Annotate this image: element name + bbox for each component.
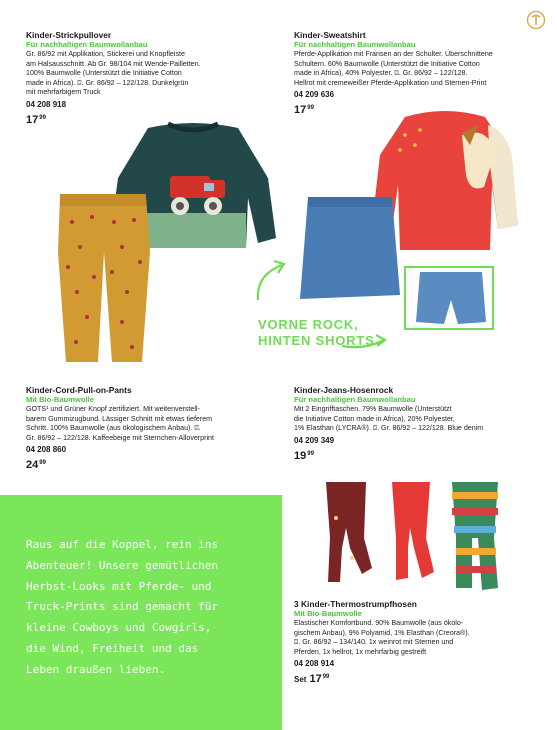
brand-logo-icon: [526, 10, 546, 30]
desc-line: 1% Elasthan (LYCRA®). ⌼. Gr. 86/92 – 122/128. Blue denim: [294, 424, 484, 433]
desc-line: Hellrot mit cremeweißer Pferde-Applikation und Sternen-Print: [294, 78, 487, 87]
tights-striped: [452, 482, 498, 590]
article-number: 04 208 918: [26, 99, 67, 109]
product-description: [294, 50, 544, 88]
product-name: Kinder-Cord-Pull-on-Pants: [26, 385, 132, 395]
promo-line: die Wind, Freiheit und das: [26, 641, 199, 655]
desc-line: Mit 2 Eingrifftaschen. 79% Baumwolle (Unterstützt: [294, 405, 452, 413]
product-subtitle: Mit Bio-Baumwolle: [294, 609, 362, 618]
product-description: [294, 405, 544, 434]
callout-line: HINTEN SHORTS: [258, 333, 375, 348]
desc-line: die Initiative Cotton made in Africa), 20% Polyester,: [294, 414, 455, 423]
product-sweater-block: [26, 30, 266, 127]
price-cents: 99: [39, 114, 46, 121]
denim-shorts-image: [416, 270, 486, 326]
desc-line: 100% Baumwolle (Unterstützt die Initiative Cotton: [26, 69, 182, 78]
price-main: 24: [26, 459, 39, 472]
price-cents: 99: [39, 460, 46, 467]
product-skirt-block: [294, 385, 544, 463]
desc-line: made in Africa). ⌼. Gr. 86/92 – 122/128. Dunkelgrün: [26, 78, 189, 87]
price-main: 17: [309, 673, 322, 686]
price-cents: 99: [307, 450, 314, 457]
product-name: 3 Kinder-Thermostrumpfhosen: [294, 599, 417, 609]
product-subtitle: Mit Bio-Baumwolle: [26, 395, 94, 404]
promo-line: Herbst-Looks mit Pferde- und: [26, 579, 212, 593]
price: [26, 456, 276, 472]
product-subtitle: Für nachhaltigen Baumwollanbau: [294, 40, 416, 49]
desc-line: made in Africa), 40% Polyester. ⌼. Gr. 86/92 – 122/128.: [294, 69, 468, 78]
desc-line: Pferde-Applikation mit Fransen an der Schulter. Überschnittene: [294, 50, 493, 58]
price: [294, 447, 544, 463]
promo-line: Abenteuer! Unsere gemütlichen: [26, 558, 219, 572]
callout-text: [258, 317, 375, 349]
denim-skirt-image: [300, 195, 400, 305]
desc-line: Gr. 86/92 mit Applikation, Stickerei und Knopfleiste: [26, 50, 185, 58]
price-cents: 99: [307, 105, 314, 112]
article-number: 04 208 914: [294, 659, 335, 669]
price-main: 19: [294, 449, 307, 462]
desc-line: Elastischer Komfortbund. 90% Baumwolle (aus ökolo-: [294, 619, 464, 627]
product-name: Kinder-Jeans-Hosenrock: [294, 385, 394, 395]
product-description: [26, 405, 276, 443]
price-main: 17: [294, 104, 307, 117]
article-number: 04 209 636: [294, 90, 335, 100]
tights-wine: [326, 482, 372, 582]
price: [294, 670, 544, 687]
callout-line: VORNE ROCK,: [258, 317, 359, 332]
desc-line: gischem Anbau), 9% Polyamid, 1% Elasthan (Creora®).: [294, 628, 470, 637]
desc-line: mit mehrfarbigem Truck: [26, 88, 101, 97]
tights-red: [392, 482, 434, 580]
desc-line: Pferden, 1x hellrot, 1x mehrfarbig gestreift: [294, 647, 427, 656]
arrow-up-icon: [250, 255, 290, 305]
product-tights-block: [294, 599, 544, 687]
price-prefix: Set: [294, 675, 307, 685]
product-description: [294, 619, 544, 657]
product-name: Kinder-Strickpullover: [26, 30, 112, 40]
desc-line: Gr. 86/92 – 122/128. Kaffeebeige mit Sternchen-Alloverprint: [26, 433, 214, 442]
article-number: 04 209 349: [294, 435, 335, 445]
desc-line: barem Gummizugbund. Lässiger Schnitt mit etwas tieferem: [26, 414, 213, 423]
promo-line: Leben draußen lieben.: [26, 662, 166, 676]
product-subtitle: Für nachhaltigen Baumwollanbau: [294, 395, 416, 404]
price-main: 17: [26, 113, 39, 126]
product-pants-block: [26, 385, 276, 472]
promo-line: Truck-Prints sind gemacht für: [26, 600, 219, 614]
product-description: [26, 50, 266, 98]
desc-line: am Halsausschnitt. Ab Gr. 98/104 mit Wende-Pailletten.: [26, 59, 201, 68]
desc-line: GOTS¹ und Grüner Knopf zertifiziert. Mit weitenverstell-: [26, 405, 200, 413]
product-name: Kinder-Sweatshirt: [294, 30, 366, 40]
promo-line: Raus auf die Koppel, rein ins: [26, 538, 219, 551]
product-subtitle: Für nachhaltigen Baumwollanbau: [26, 40, 148, 49]
pants-image: [52, 192, 154, 367]
promo-text: [26, 535, 276, 681]
tights-image: [322, 478, 502, 594]
desc-line: ⌼. Gr. 86/92 – 134/140. 1x weinrot mit Sternen und: [294, 638, 454, 647]
article-number: 04 208 860: [26, 445, 67, 455]
desc-line: Schritt. 100% Baumwolle (aus ökologischem Anbau). ⌼.: [26, 424, 201, 433]
desc-line: Schultern. 60% Baumwolle (Unterstützt die Initiative Cotton: [294, 59, 480, 68]
promo-line: kleine Cowboys und Cowgirls,: [26, 621, 212, 635]
price-cents: 99: [322, 674, 330, 681]
